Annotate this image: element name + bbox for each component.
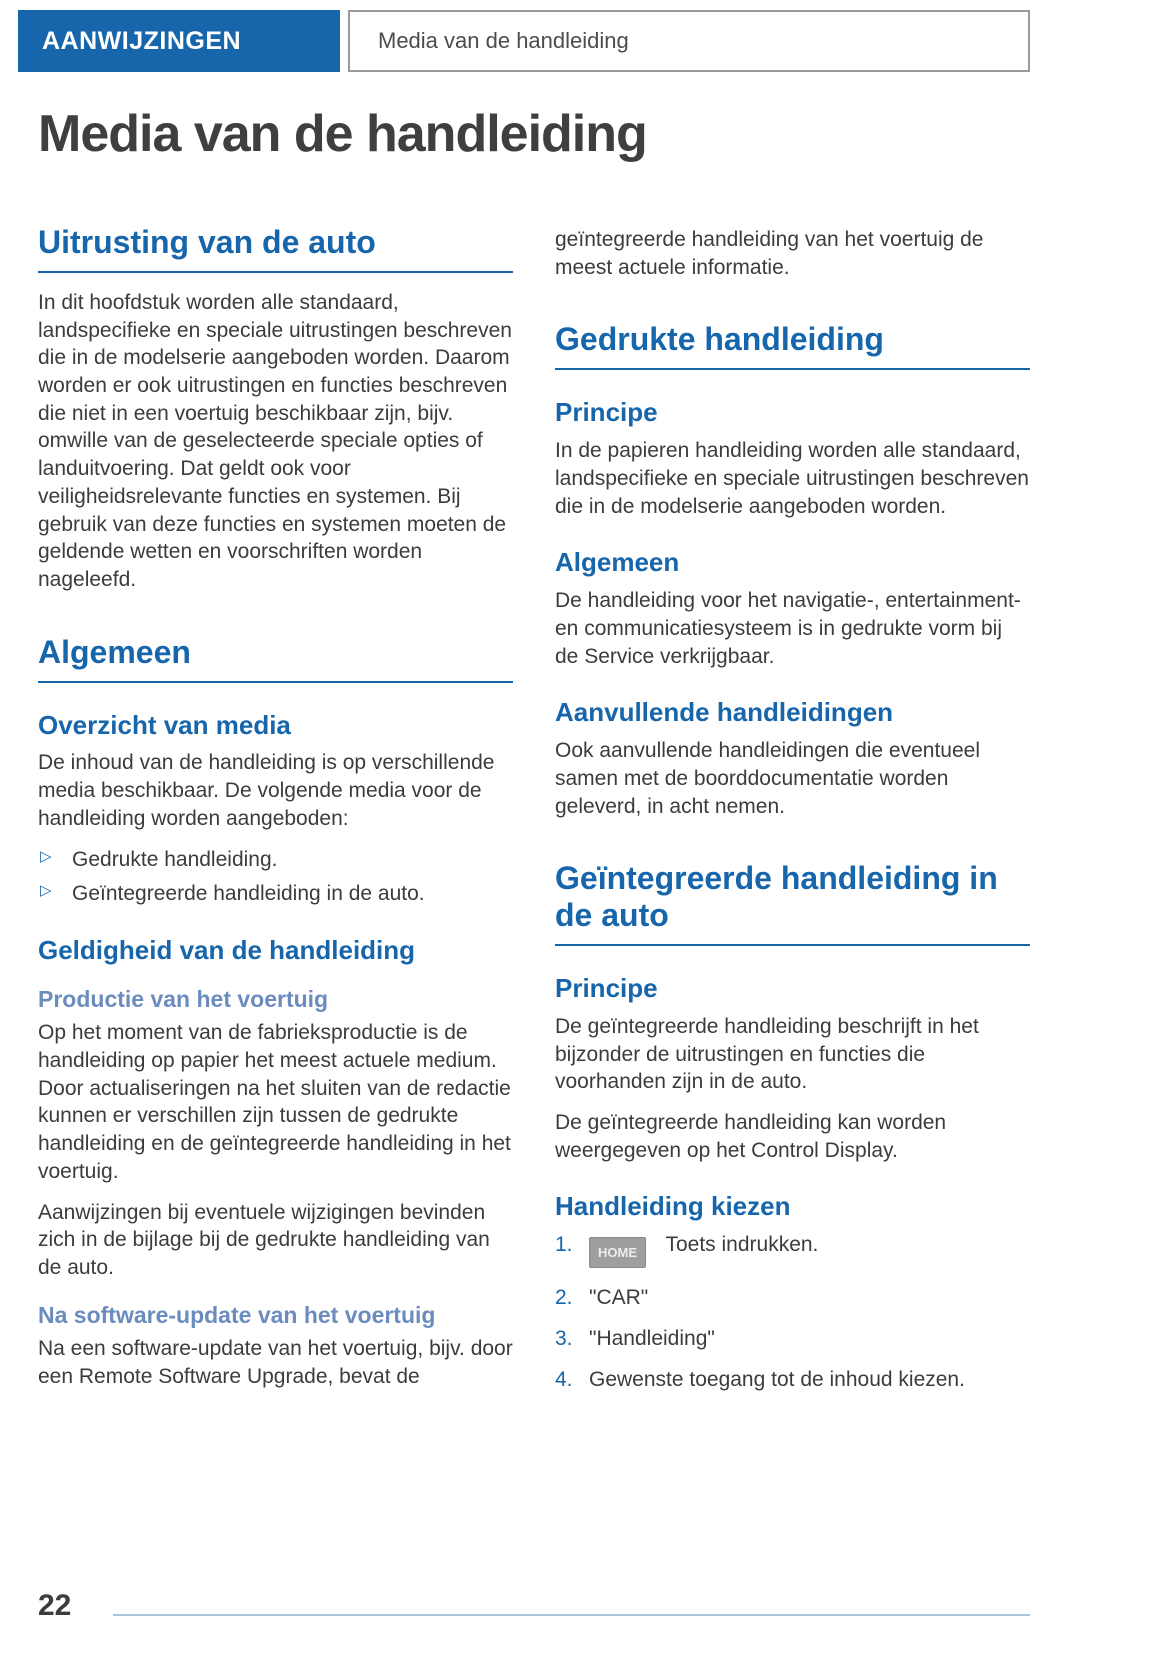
step-number: 1. bbox=[555, 1233, 573, 1257]
heading-uitrusting-van-de-auto: Uitrusting van de auto bbox=[38, 224, 513, 273]
bullet-text: Geïntegreerde handleiding in de auto. bbox=[72, 882, 425, 906]
left-column bbox=[38, 218, 513, 1404]
list-item bbox=[38, 880, 513, 908]
subsubheading-software-update: Na software-update van het voertuig bbox=[38, 1301, 436, 1328]
page-title: Media van de handleiding bbox=[38, 105, 647, 163]
step-text: "CAR" bbox=[589, 1286, 649, 1310]
footer-rule bbox=[113, 1614, 1030, 1616]
heading-gedrukte-handleiding: Gedrukte handleiding bbox=[555, 321, 1030, 370]
page-number: 22 bbox=[38, 1589, 72, 1622]
heading-geintegreerde-handleiding: Geïntegreerde handleiding in de auto bbox=[555, 860, 1030, 946]
subheading-handleiding-kiezen: Handleiding kiezen bbox=[555, 1191, 791, 1222]
chapter-header-box bbox=[348, 10, 1030, 72]
subheading-geldigheid: Geldigheid van de handleiding bbox=[38, 934, 416, 965]
step-item bbox=[555, 1284, 1030, 1312]
paragraph-productie-2: Aanwijzingen bij eventuele wijzigingen bevinden zich in de bijlage bij de gedrukte handleiding van de auto. bbox=[38, 1200, 490, 1280]
section-tab bbox=[18, 10, 340, 72]
right-column bbox=[555, 218, 1030, 1407]
paragraph-algemeen-right: De handleiding voor het navigatie-, entertainment- en communicatiesysteem is in gedrukte vorm bij de Service verkrijgbaar. bbox=[555, 589, 1021, 668]
subheading-algemeen-right: Algemeen bbox=[555, 547, 680, 578]
paragraph-principe-gedrukt: In de papieren handleiding worden alle standaard, landspecifieke en speciale uitrustingen beschreven die in de modelserie aangeboden worden. bbox=[555, 439, 1029, 518]
content-columns bbox=[38, 218, 1030, 1407]
paragraph-aanvullend: Ook aanvullende handleidingen die eventueel samen met de boorddocumentatie worden geleverd, in acht nemen. bbox=[555, 739, 981, 818]
paragraph-software-update: Na een software-update van het voertuig, bijv. door een Remote Software Upgrade, bevat de bbox=[38, 1337, 513, 1388]
step-text: Gewenste toegang tot de inhoud kiezen. bbox=[589, 1367, 965, 1391]
subheading-overzicht-van-media: Overzicht van media bbox=[38, 709, 291, 740]
step-number: 2. bbox=[555, 1286, 573, 1310]
paragraph-overzicht: De inhoud van de handleiding is op verschillende media beschikbaar. De volgende media voor de handleiding worden aangeboden: bbox=[38, 751, 495, 830]
bullet-text: Gedrukte handleiding. bbox=[72, 847, 278, 871]
triangle-bullet-icon: ▷ bbox=[40, 847, 52, 865]
subheading-principe-gedrukt: Principe bbox=[555, 397, 658, 428]
step-number: 3. bbox=[555, 1327, 573, 1351]
home-key-icon: HOME bbox=[589, 1237, 646, 1268]
subheading-principe-geintegreerd: Principe bbox=[555, 972, 658, 1003]
step-item bbox=[555, 1366, 1030, 1394]
page-footer bbox=[38, 1591, 1030, 1621]
triangle-bullet-icon: ▷ bbox=[40, 882, 52, 900]
step-item bbox=[555, 1325, 1030, 1353]
paragraph-principe-geintegreerd-2: De geïntegreerde handleiding kan worden weergegeven op het Control Display. bbox=[555, 1111, 947, 1162]
step-number: 4. bbox=[555, 1367, 573, 1391]
heading-algemeen-left: Algemeen bbox=[38, 634, 513, 683]
media-bullet-list bbox=[38, 846, 513, 908]
list-item bbox=[38, 846, 513, 874]
subsubheading-productie: Productie van het voertuig bbox=[38, 985, 329, 1012]
paragraph-continuation: geïntegreerde handleiding van het voertuig de meest actuele informatie. bbox=[555, 228, 984, 279]
step-text: "Handleiding" bbox=[589, 1327, 715, 1351]
step-body bbox=[589, 1231, 1030, 1268]
step-item bbox=[555, 1231, 1030, 1268]
paragraph-productie-1: Op het moment van de fabrieksproductie is de handleiding op papier het meest actuele medium. Door actualiseringen na het sluiten van de redactie kunnen er verschillen zijn tussen de gedrukte handleiding en de geïntegreerde handleiding in het voertuig. bbox=[38, 1021, 511, 1183]
paragraph-principe-geintegreerd-1: De geïntegreerde handleiding beschrijft in het bijzonder de uitrustingen en functies die voorhanden zijn in de auto. bbox=[555, 1014, 979, 1094]
subheading-aanvullende-handleidingen: Aanvullende handleidingen bbox=[555, 697, 894, 728]
section-tab-label: AANWIJZINGEN bbox=[42, 26, 242, 55]
handleiding-kiezen-steps bbox=[555, 1231, 1030, 1393]
step-text: Toets indrukken. bbox=[665, 1233, 819, 1257]
page-header bbox=[18, 10, 1030, 72]
chapter-header-label: Media van de handleiding bbox=[378, 28, 629, 53]
paragraph-uitrusting: In dit hoofdstuk worden alle standaard, landspecifieke en speciale uitrustingen beschreven die in de modelserie aangeboden worden. Daarom worden er ook uitrustingen en functies beschreven die niet in een voertuig beschikbaar zijn, bijv. omwille van de geselecteerde speciale opties of landuitvoering. Dat geldt ook voor veiligheidsrelevante functies en systemen. Bij gebruik van deze functies en systemen moeten de geldende wetten en voorschriften worden nageleefd. bbox=[38, 290, 512, 591]
